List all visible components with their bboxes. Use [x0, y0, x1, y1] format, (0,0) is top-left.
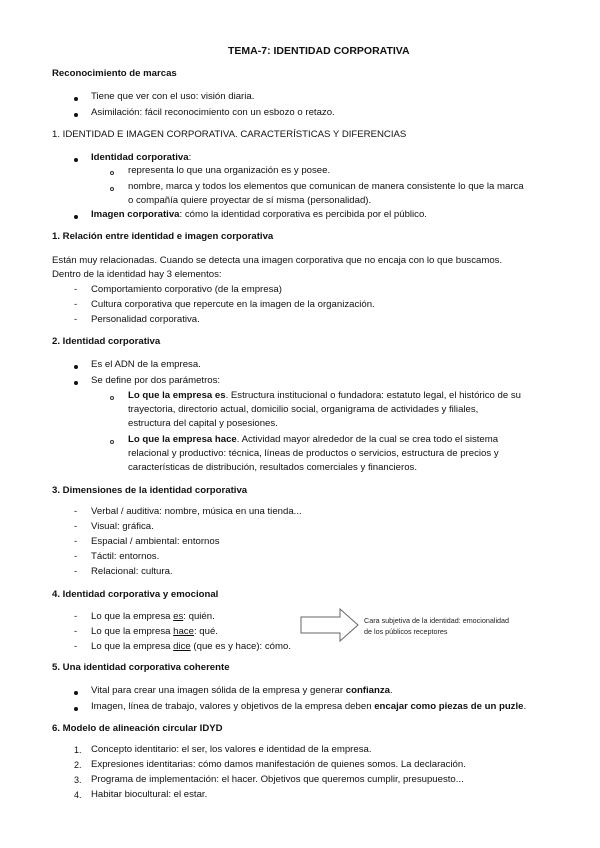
bullet-icon: [74, 97, 78, 101]
list-item: Cultura corporativa que repercute en la imagen de la organización.: [91, 299, 375, 310]
dash-bullet-icon: -: [74, 506, 78, 517]
list-item: Concepto identitario: el ser, los valores e identidad de la empresa.: [91, 744, 372, 755]
list-item: Relacional: cultura.: [91, 566, 173, 577]
list-item-continuation: o compañía quiere proyectar de sí misma (personalidad).: [128, 195, 372, 206]
dash-bullet-icon: -: [74, 299, 78, 310]
list-item-continuation: trayectoria, directorio actual, domicilio social, organigrama de actividades y filiales,: [128, 404, 479, 415]
bullet-icon: [74, 113, 78, 117]
dash-bullet-icon: -: [74, 284, 78, 295]
identidad-definition-label: Identidad corporativa:: [91, 152, 192, 163]
dash-bullet-icon: -: [74, 641, 78, 652]
bullet-icon: [74, 707, 78, 711]
list-item: Verbal / auditiva: nombre, música en una tienda...: [91, 506, 302, 517]
list-item: Es el ADN de la empresa.: [91, 359, 201, 370]
heading-relacion: 1. Relación entre identidad e imagen corporativa: [52, 231, 274, 242]
heading-dimensiones: 3. Dimensiones de la identidad corporativa: [52, 485, 248, 496]
list-item: Visual: gráfica.: [91, 521, 154, 532]
list-item: representa lo que una organización es y posee.: [128, 165, 331, 176]
list-item: Lo que la empresa es: quién.: [91, 611, 215, 622]
annotation-note: Cara subjetiva de la identidad: emocionalidad: [364, 616, 510, 625]
dash-bullet-icon: -: [74, 551, 78, 562]
list-item: Lo que la empresa hace: qué.: [91, 626, 218, 637]
list-item: Vital para crear una imagen sólida de la empresa y generar confianza.: [91, 685, 393, 696]
list-item: Imagen, línea de trabajo, valores y objetivos de la empresa deben encajar como piezas de un puzle.: [91, 701, 527, 712]
list-item: Personalidad corporativa.: [91, 314, 200, 325]
dash-bullet-icon: -: [74, 314, 78, 325]
heading-reconocimiento: Reconocimiento de marcas: [52, 68, 177, 79]
circle-bullet-icon: [110, 396, 114, 400]
list-item: Lo que la empresa es. Estructura institucional o fundadora: estatuto legal, el histórico de su: [128, 390, 522, 401]
list-number: 2.: [74, 760, 82, 770]
list-item: Lo que la empresa hace. Actividad mayor alrededor de la cual se crea todo el sistema: [128, 434, 499, 445]
list-item-continuation: estructura del capital y posesiones.: [128, 418, 278, 429]
list-item: Táctil: entornos.: [91, 551, 160, 562]
document-title: TEMA-7: IDENTIDAD CORPORATIVA: [228, 45, 410, 57]
bullet-icon: [74, 158, 78, 162]
dash-bullet-icon: -: [74, 566, 78, 577]
list-item-continuation: relacional y productivo: técnica, líneas de productos o servicios, estructura de precios y: [128, 448, 499, 459]
list-number: 3.: [74, 775, 82, 785]
paragraph: Dentro de la identidad hay 3 elementos:: [52, 269, 222, 280]
heading-identidad: 2. Identidad corporativa: [52, 336, 161, 347]
bullet-icon: [74, 365, 78, 369]
list-item: Habitar biocultural: el estar.: [91, 789, 208, 800]
paragraph: Están muy relacionadas. Cuando se detecta una imagen corporativa que no encaja con lo que buscamos.: [52, 255, 503, 266]
bullet-icon: [74, 381, 78, 385]
circle-bullet-icon: [110, 187, 114, 191]
circle-bullet-icon: [110, 171, 114, 175]
circle-bullet-icon: [110, 440, 114, 444]
list-number: 4.: [74, 790, 82, 800]
list-item: Comportamiento corporativo (de la empresa): [91, 284, 282, 295]
heading-section-1: 1. IDENTIDAD E IMAGEN CORPORATIVA. CARACTERÍSTICAS Y DIFERENCIAS: [52, 129, 407, 140]
heading-coherente: 5. Una identidad corporativa coherente: [52, 662, 230, 673]
list-item-continuation: características de distribución, resultados comerciales y financieros.: [128, 462, 418, 473]
bullet-icon: [74, 215, 78, 219]
right-arrow-icon: [300, 607, 360, 643]
imagen-definition: Imagen corporativa: cómo la identidad corporativa es percibida por el público.: [91, 209, 427, 220]
list-item: Se define por dos parámetros:: [91, 375, 221, 386]
heading-emocional: 4. Identidad corporativa y emocional: [52, 589, 219, 600]
list-item: Expresiones identitarias: cómo damos manifestación de quienes somos. La declaración.: [91, 759, 466, 770]
annotation-note: de los públicos receptores: [364, 627, 448, 636]
list-item: Tiene que ver con el uso: visión diaria.: [91, 91, 255, 102]
dash-bullet-icon: -: [74, 536, 78, 547]
list-item: Espacial / ambiental: entornos: [91, 536, 220, 547]
list-number: 1.: [74, 745, 82, 755]
list-item: Programa de implementación: el hacer. Objetivos que queremos cumplir, presupuesto...: [91, 774, 464, 785]
dash-bullet-icon: -: [74, 521, 78, 532]
list-item: nombre, marca y todos los elementos que comunican de manera consistente lo que la marca: [128, 181, 524, 192]
dash-bullet-icon: -: [74, 611, 78, 622]
list-item: Lo que la empresa dice (que es y hace): cómo.: [91, 641, 291, 652]
list-item: Asimilación: fácil reconocimiento con un esbozo o retazo.: [91, 107, 335, 118]
dash-bullet-icon: -: [74, 626, 78, 637]
heading-modelo: 6. Modelo de alineación circular IDYD: [52, 723, 223, 734]
bullet-icon: [74, 691, 78, 695]
